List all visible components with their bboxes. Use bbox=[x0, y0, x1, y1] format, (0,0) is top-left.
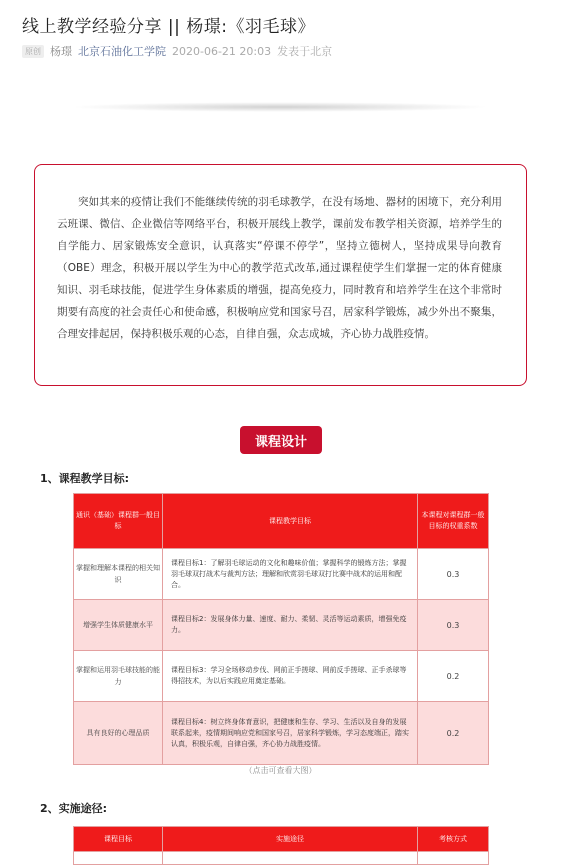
table-row bbox=[74, 702, 489, 765]
table-header-row bbox=[74, 494, 489, 549]
section1-heading: 1、课程教学目标: bbox=[40, 472, 130, 485]
article-meta bbox=[22, 43, 332, 59]
table-row bbox=[74, 651, 489, 702]
table-cell-group: 掌握和运用羽毛球技能的能力 bbox=[74, 651, 163, 702]
table-row bbox=[74, 600, 489, 651]
table-header: 考核方式 bbox=[418, 827, 489, 852]
publish-date: 2020-06-21 20:03 bbox=[172, 44, 272, 58]
table-header: 课程教学目标 bbox=[163, 494, 418, 549]
implementation-table-image[interactable] bbox=[73, 826, 489, 865]
section-title-badge: 课程设计 bbox=[240, 426, 322, 454]
goals-table-image[interactable] bbox=[73, 493, 489, 765]
section2-heading: 2、实施途径: bbox=[40, 802, 108, 815]
original-badge: 原创 bbox=[22, 45, 44, 58]
table-header: 课程目标 bbox=[74, 827, 163, 852]
table-cell-weight: 0.2 bbox=[418, 651, 489, 702]
article-title: 线上教学经验分享 || 杨璟:《羽毛球》 bbox=[22, 17, 315, 37]
table-header: 实施途径 bbox=[163, 827, 418, 852]
intro-text: 突如其来的疫情让我们不能继续传统的羽毛球教学，在没有场地、器材的困境下，充分利用云班课、微信、企业微信等网络平台，积极开展线上教学，课前发布教学相关资源，培养学生的自学能力、居家锻炼安全意识，认真落实“停课不停学”，坚持立德树人，坚持成果导向教育（OBE）理念，积极开展以学生为中心的教学范式改革,通过课程使学生们掌握一定的体育健康知识、羽毛球技能，促进学生身体素质的增强，提高免疫力，同时教育和培养学生在这个非常时期要有高度的社会责任心和使命感，积极响应党和国家号召，居家科学锻炼，减少外出不聚集，合理安排起居，保持积极乐观的心态，自律自强，众志成城，齐心协力战胜疫情。 bbox=[57, 196, 502, 340]
intro-box bbox=[34, 164, 527, 386]
account-name-link[interactable]: 北京石油化工学院 bbox=[78, 45, 166, 58]
table-header: 通识（基础）课程群一般目标 bbox=[74, 494, 163, 549]
table-cell-weight: 0.2 bbox=[418, 702, 489, 765]
table-cell-goal: 课程目标4：树立终身体育意识，把健康和生存、学习、生活以及自身的发展联系起来，疫情期间响应党和国家号召，居家科学锻炼，学习态度端正，踏实认真，积极乐观，自律自强，齐心协力战胜疫情。 bbox=[163, 702, 418, 765]
table-header: 本课程对课程群一般目标的权重系数 bbox=[418, 494, 489, 549]
decorative-divider bbox=[70, 102, 490, 112]
image-caption: （点击可查看大图） bbox=[244, 766, 317, 775]
table-cell-weight: 0.3 bbox=[418, 549, 489, 600]
author-name: 杨璟 bbox=[50, 45, 72, 58]
table-cell-group: 具有良好的心理品质 bbox=[74, 702, 163, 765]
table-cell-weight: 0.3 bbox=[418, 600, 489, 651]
table-cell-group: 掌握和理解本课程的相关知识 bbox=[74, 549, 163, 600]
table-cell-goal: 课程目标3：学习全场移动步伐、网前正手搓球、网前反手搓球、正手杀球等得招技术，为以后实践应用奠定基础。 bbox=[163, 651, 418, 702]
table-cell-group: 增强学生体质健康水平 bbox=[74, 600, 163, 651]
publish-location: 发表于北京 bbox=[277, 45, 333, 58]
table-row bbox=[74, 549, 489, 600]
table-cell-goal: 课程目标2：发展身体力量、速度、耐力、柔韧、灵活等运动素质，增强免疫力。 bbox=[163, 600, 418, 651]
table-header-row bbox=[74, 827, 489, 852]
table-cell-goal: 课程目标1：了解羽毛球运动的文化和趣味价值；掌握科学的锻炼方法；掌握羽毛球双打战术与裁判方法；理解和欣赏羽毛球双打比赛中战术的运用和配合。 bbox=[163, 549, 418, 600]
table-row bbox=[74, 852, 489, 865]
